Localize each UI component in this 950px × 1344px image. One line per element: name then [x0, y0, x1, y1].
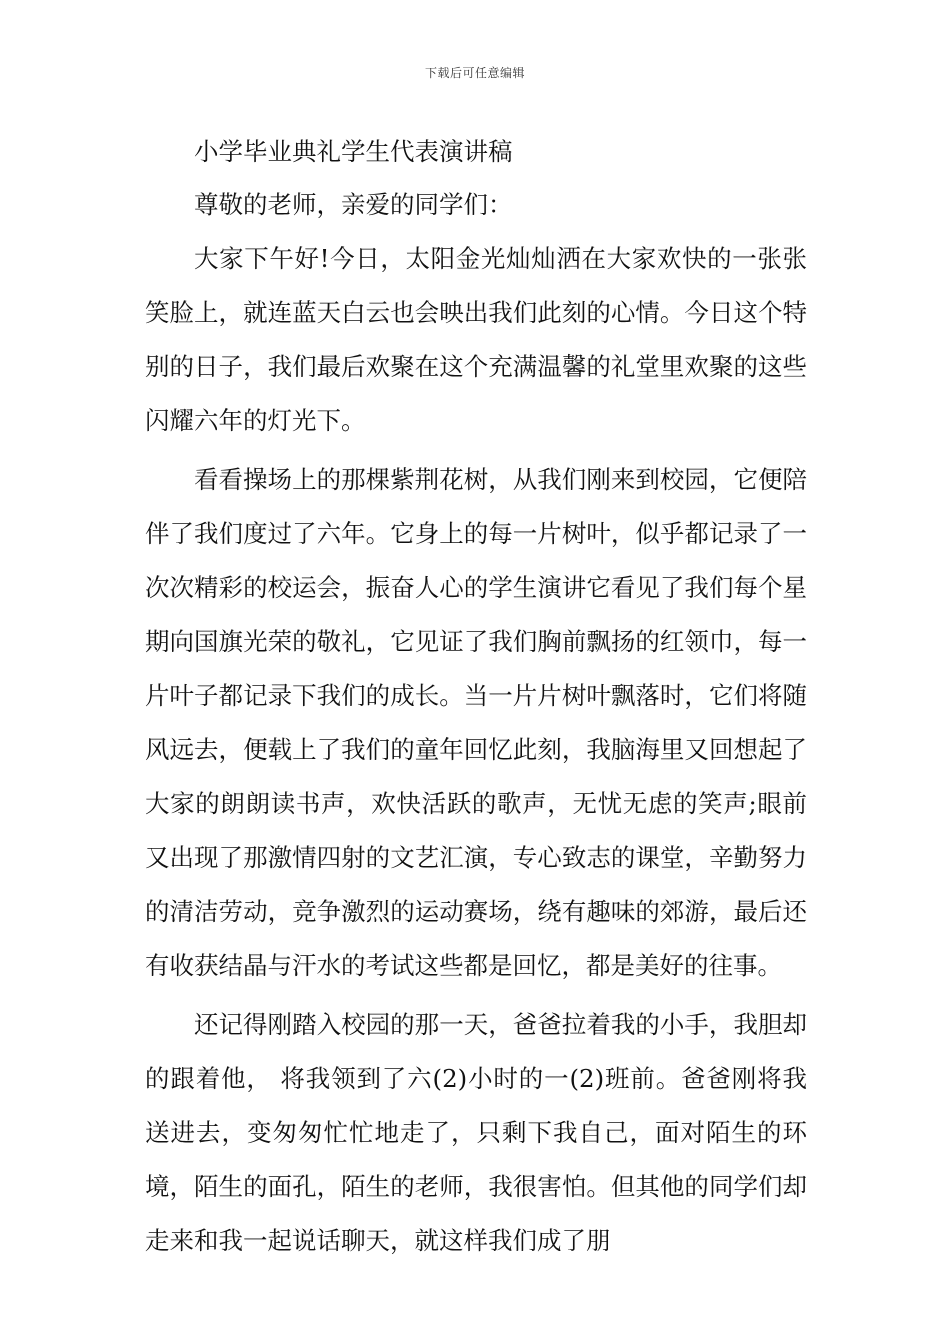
- paragraph-1: 大家下午好!今日，太阳金光灿灿洒在大家欢快的一张张笑脸上，就连蓝天白云也会映出我们此刻的心情。今日这个特别的日子，我们最后欢聚在这个充满温馨的礼堂里欢聚的这些闪耀六年的灯光下。: [145, 244, 807, 435]
- salutation: 尊敬的老师，亲爱的同学们：: [194, 190, 513, 219]
- paragraph-2: 看看操场上的那棵紫荆花树，从我们刚来到校园，它便陪伴了我们度过了六年。它身上的每一片树叶，似乎都记录了一次次精彩的校运会，振奋人心的学生演讲它看见了我们每个星期向国旗光荣的敬礼，它见证了我们胸前飘扬的红领巾，每一片叶子都记录下我们的成长。当一片片树叶飘落时，它们将随风远去，便载上了我们的童年回忆此刻，我脑海里又回想起了大家的朗朗读书声，欢快活跃的歌声，无忧无虑的笑声;眼前又出现了那激情四射的文艺汇演，专心致志的课堂，辛勤努力的清洁劳动，竞争激烈的运动赛场，绕有趣味的郊游，最后还有收获结晶与汗水的考试这些都是回忆，都是美好的往事。: [145, 465, 807, 980]
- header-note: 下载后可任意编辑: [424, 66, 525, 80]
- paragraph-3: 还记得刚踏入校园的那一天，爸爸拉着我的小手，我胆却的跟着他， 将我领到了六(2)小时的一(2)班前。爸爸刚将我送进去，变匆匆忙忙地走了，只剩下我自己，面对陌生的环境，陌生的面孔，陌生的老师，我很害怕。但其他的同学们却走来和我一起说话聊天，就这样我们成了朋: [145, 1010, 807, 1255]
- document-title: 小学毕业典礼学生代表演讲稿: [194, 137, 513, 166]
- document-body: [145, 128, 807, 1268]
